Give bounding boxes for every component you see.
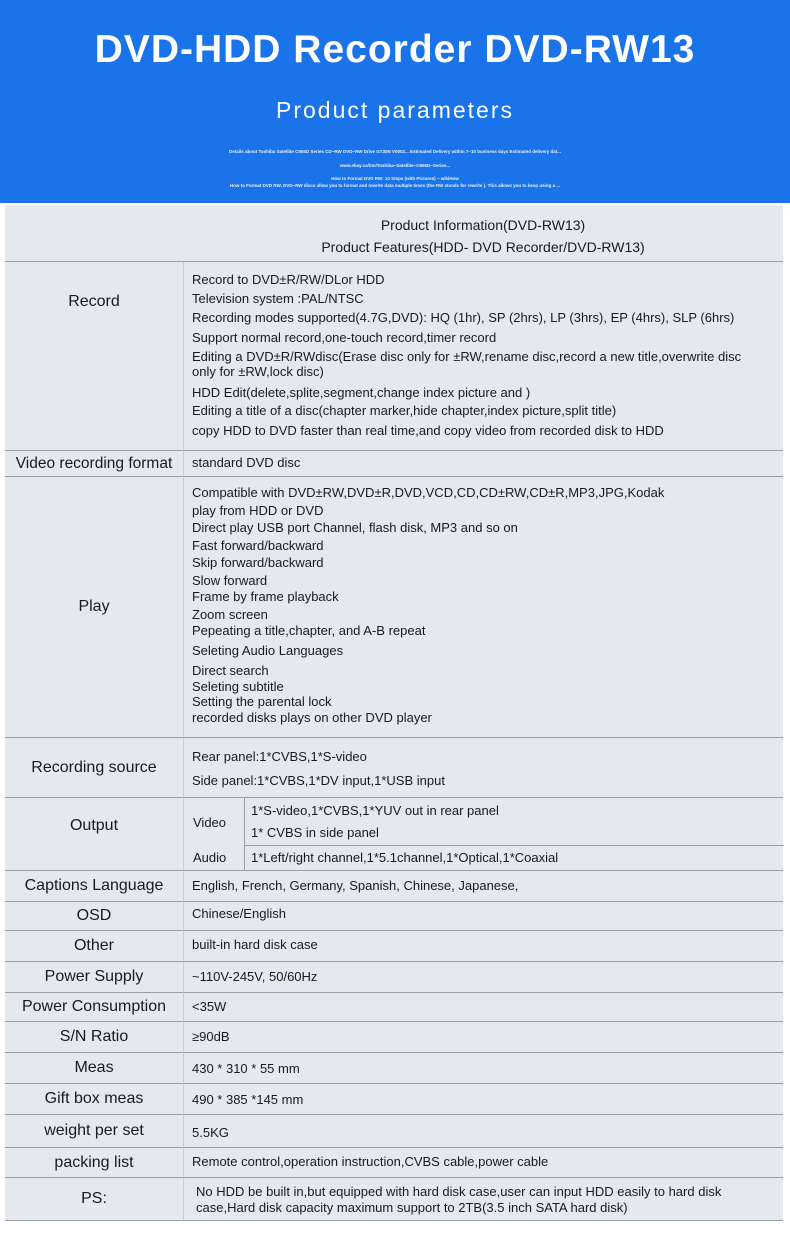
ps-label: PS: [5,1178,183,1221]
spec-line: Editing a title of a disc(chapter marker,hide chapter,index picture,split title) [192,403,617,418]
row-label: Gift box meas [5,1084,183,1115]
table-head-blank [5,205,183,262]
spec-line: Direct play USB port Channel, flash disk, MP3 and so on [192,520,518,535]
spec-line: Skip forward/backward [192,555,324,570]
row-value: 430 * 310 * 55 mm [183,1053,783,1084]
spec-line: only for ±RW,lock disc) [192,364,324,379]
row-value: Chinese/English [183,902,783,931]
spec-line: 1*Left/right channel,1*5.1channel,1*Optical,1*Coaxial [251,850,559,865]
table-heading-line: Product Information(DVD-RW13) [380,217,586,233]
row-value: ~110V-245V, 50/60Hz [183,962,783,993]
spec-line: 1*S-video,1*CVBS,1*YUV out in rear panel [251,803,499,818]
row-label: Other [5,931,183,962]
row-value: Remote control,operation instruction,CVBS cable,power cable [183,1148,783,1178]
output-video-label: Video [193,815,227,830]
record-label: Record [5,262,183,451]
header-banner [0,0,790,203]
table-heading [183,205,783,262]
spec-line: Fast forward/backward [192,538,324,553]
row-label: Meas [5,1053,183,1084]
spec-line: Frame by frame playback [192,589,339,604]
page-title: DVD-HDD Recorder DVD-RW13 [94,28,696,71]
spec-line: Seleting subtitle [192,679,284,694]
tiny-text-line: www.ebay.ca/itm/Toshiba~Satellite~C655D~Series... [339,163,451,168]
video-format-label: Video recording format [5,451,183,477]
spec-line: case,Hard disk capacity maximum support to 2TB(3.5 inch SATA hard disk) [196,1200,628,1215]
tiny-text-line: How to Format DVD RW. DVD~RW discs allow you to format and rewrite data multiple times (the RW stands for rewrite ). This allows you to keep using a ... [229,183,561,188]
spec-line: Slow forward [192,573,268,588]
row-label: packing list [5,1148,183,1178]
spec-table [5,205,783,1221]
table-heading-line: Product Features(HDD- DVD Recorder/DVD-RW13) [321,239,645,255]
spec-line: Side panel:1*CVBS,1*DV input,1*USB input [192,773,445,788]
row-label: weight per set [5,1115,183,1148]
spec-line: HDD Edit(delete,splite,segment,change index picture and ) [192,385,531,400]
spec-line: Compatible with DVD±RW,DVD±R,DVD,VCD,CD,CD±RW,CD±R,MP3,JPG,Kodak [192,485,665,500]
row-value: 490 * 385 *145 mm [183,1084,783,1115]
spec-line: Zoom screen [192,607,268,622]
row-value: 5.5KG [183,1115,783,1148]
spec-line: recorded disks plays on other DVD player [192,710,432,725]
row-value: built-in hard disk case [183,931,783,962]
spec-line: Rear panel:1*CVBS,1*S-video [192,749,367,764]
spec-line: play from HDD or DVD [192,503,324,518]
rec-source-label: Recording source [5,738,183,798]
tiny-text-line: Details about Toshiba Satellite C655D Series CD~RW DVD~RW Drive GT30N V0002... Estimated Delivery within 7~10 business days Estimated delivery dat... [229,149,561,154]
spec-line: 1* CVBS in side panel [251,825,379,840]
row-label: S/N Ratio [5,1022,183,1053]
spec-line: Seleting Audio Languages [192,643,344,658]
spec-line: Support normal record,one-touch record,timer record [192,330,497,345]
spec-line: Setting the parental lock [192,694,332,709]
output-divider [244,798,245,871]
spec-line: Editing a DVD±R/RWdisc(Erase disc only for ±RW,rename disc,record a new title,overwrite disc [192,349,742,364]
output-value [183,798,783,871]
spec-line: Record to DVD±R/RW/DLor HDD [192,272,385,287]
output-label: Output [5,798,183,871]
spec-line: Direct search [192,663,269,678]
rec-source-value [183,738,783,798]
spec-line: Recording modes supported(4.7G,DVD): HQ (1hr), SP (2hrs), LP (3hrs), EP (4hrs), SLP (6hrs) [192,310,735,325]
video-format-value: standard DVD disc [183,451,783,477]
ps-value [183,1178,783,1221]
play-label: Play [5,477,183,738]
record-value [183,262,783,451]
row-value: English, French, Germany, Spanish, Chinese, Japanese, [183,871,783,902]
row-label: OSD [5,902,183,931]
page-subtitle: Product parameters [276,97,514,123]
spec-line: Pepeating a title,chapter, and A-B repeat [192,623,426,638]
row-value: <35W [183,993,783,1022]
spec-line: Television system :PAL/NTSC [192,291,364,306]
row-label: Power Consumption [5,993,183,1022]
row-label: Captions Language [5,871,183,902]
output-audio-label: Audio [193,850,227,865]
row-value: ≥90dB [183,1022,783,1053]
spec-line: No HDD be built in,but equipped with hard disk case,user can input HDD easily to hard disk [196,1184,722,1199]
row-label: Power Supply [5,962,183,993]
tiny-text-line: How to Format DVD RW: 10 Steps (with Pictures) ~ wikiHow [331,176,459,181]
spec-line: copy HDD to DVD faster than real time,and copy video from recorded disk to HDD [192,423,664,438]
output-divider [244,845,784,846]
play-value [183,477,783,738]
